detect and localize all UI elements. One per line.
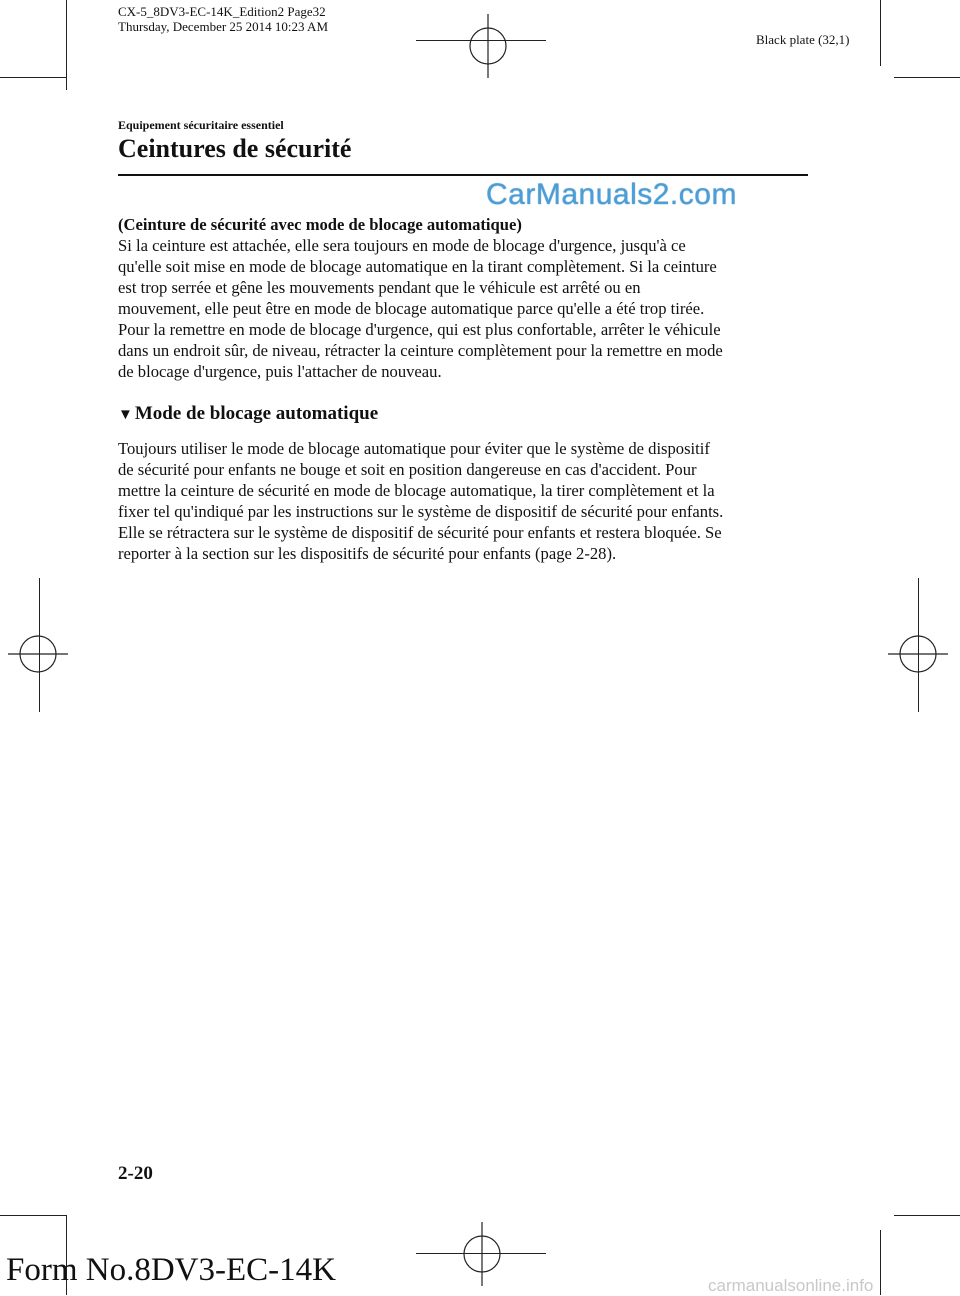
text-line: mouvement, elle peut être en mode de blocage automatique parce qu'elle a été trop tirée. (118, 299, 705, 318)
watermark: CarManuals2.com (486, 178, 737, 211)
text-line: fixer tel qu'indiqué par les instructions sur le système de dispositif de sécurité pour enfants. (118, 502, 724, 521)
paragraph-auto-lock (118, 438, 808, 564)
text-line: de blocage d'urgence, puis l'attacher de nouveau. (118, 362, 442, 381)
text-line: de sécurité pour enfants ne bouge et soit en position dangereuse en cas d'accident. Pour (118, 460, 697, 479)
crop-mark (39, 578, 40, 712)
text-line: reporter à la section sur les dispositifs de sécurité pour enfants (page 2-28). (118, 544, 617, 563)
crop-mark (918, 578, 919, 712)
print-info-line: Thursday, December 25 2014 10:23 AM (118, 19, 329, 34)
text-line: est trop serrée et gêne les mouvements pendant que le véhicule est arrêté ou en (118, 278, 641, 297)
print-info-line: CX-5_8DV3-EC-14K_Edition2 Page32 (118, 4, 326, 19)
paragraph-emergency-lock (118, 214, 808, 382)
page-number: 2-20 (118, 1163, 153, 1184)
crop-mark (880, 0, 881, 66)
text-line: mettre la ceinture de sécurité en mode de blocage automatique, la tirer complètement et la (118, 481, 715, 500)
paragraph-subtitle: (Ceinture de sécurité avec mode de blocage automatique) (118, 215, 522, 234)
crop-mark (880, 1230, 881, 1295)
section-heading-text: Mode de blocage automatique (134, 403, 379, 424)
crop-mark (894, 1215, 960, 1216)
text-line: dans un endroit sûr, de niveau, rétracter la ceinture complètement pour la remettre en mode (118, 341, 723, 360)
section-heading (118, 403, 378, 425)
registration-mark-icon (8, 624, 68, 684)
triangle-down-icon: ▼ (118, 407, 133, 423)
crop-mark (0, 77, 66, 78)
footer-watermark: carmanualsonline.info (708, 1276, 874, 1295)
crop-mark (894, 77, 960, 78)
text-line: qu'elle soit mise en mode de blocage automatique en la tirant complètement. Si la ceinture (118, 257, 717, 276)
crop-mark (416, 1253, 546, 1254)
text-line: Si la ceinture est attachée, elle sera toujours en mode de blocage d'urgence, jusqu'à ce (118, 236, 686, 255)
registration-mark-icon (456, 14, 520, 78)
print-info (118, 4, 328, 34)
plate-label: Black plate (32,1) (756, 32, 850, 47)
text-line: Elle se rétractera sur le système de dispositif de sécurité pour enfants et restera bloquée. Se (118, 523, 722, 542)
section-label: Equipement sécuritaire essentiel (118, 118, 284, 132)
text-line: Pour la remettre en mode de blocage d'urgence, qui est plus confortable, arrêter le véhicule (118, 320, 721, 339)
title-divider (118, 174, 808, 176)
crop-mark (416, 40, 546, 41)
registration-mark-icon (450, 1222, 514, 1286)
crop-mark (0, 1215, 66, 1216)
form-number: Form No.8DV3-EC-14K (6, 1252, 336, 1288)
text-line: Toujours utiliser le mode de blocage automatique pour éviter que le système de dispositif (118, 439, 710, 458)
page-title: Ceintures de sécurité (118, 134, 352, 163)
crop-mark (66, 0, 67, 90)
